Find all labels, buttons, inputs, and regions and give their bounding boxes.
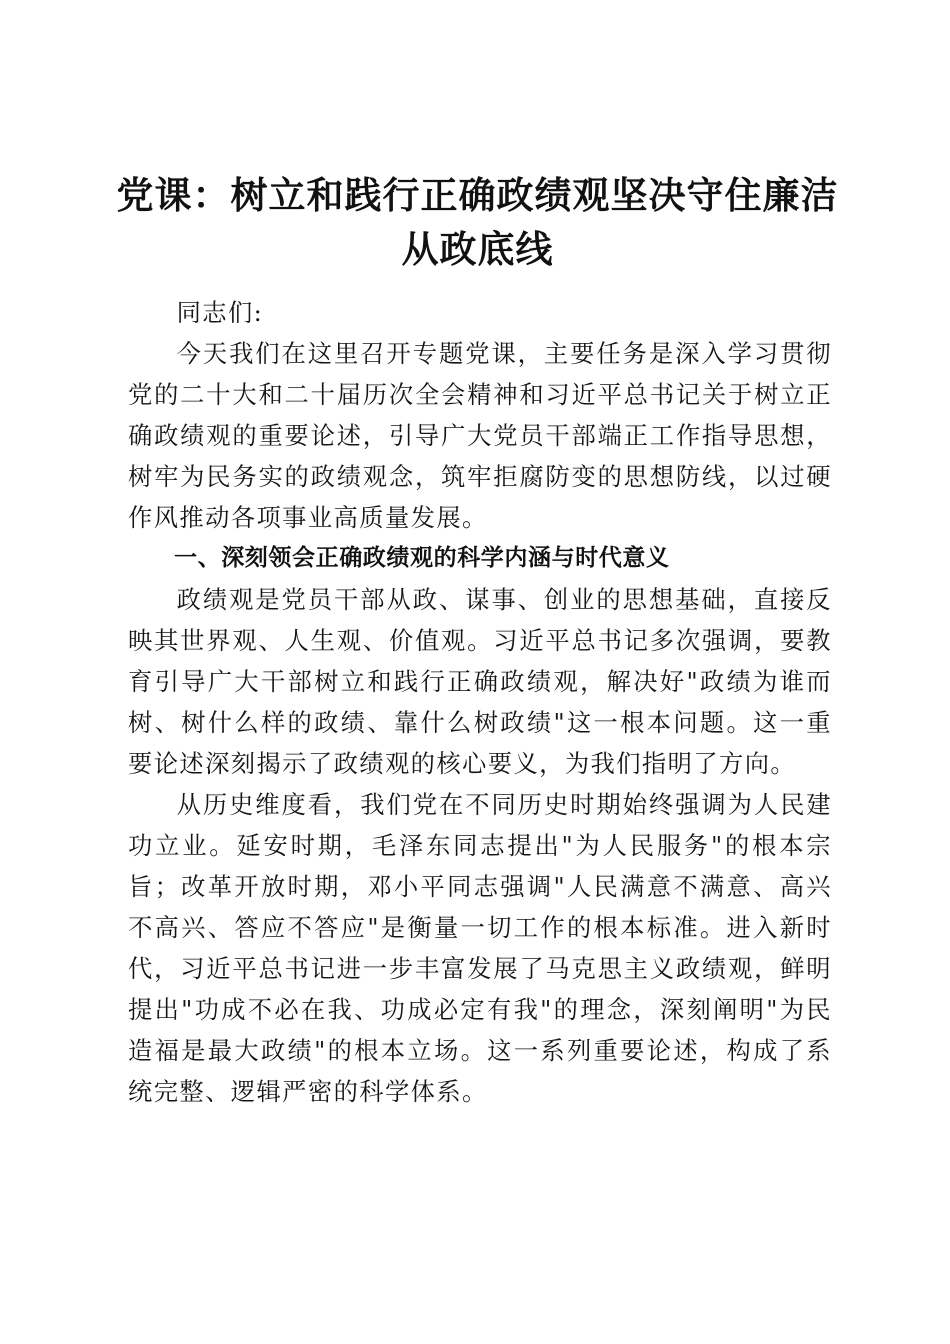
intro-paragraph: 今天我们在这里召开专题党课，主要任务是深入学习贯彻党的二十大和二十届历次全会精神和习近平总书记关于树立正确政绩观的重要论述，引导广大党员干部端正工作指导思想，树牢为民务实的政绩观念，筑牢拒腐防变的思想防线，以过硬作风推动各项事业高质量发展。	[128, 339, 832, 532]
document-title: 党课：树立和践行正确政绩观坚决守住廉洁从政底线	[116, 173, 839, 271]
document-body	[128, 292, 832, 1112]
section-paragraph-2: 从历史维度看，我们党在不同历史时期始终强调为人民建功立业。延安时期，毛泽东同志提出"为人民服务"的根本宗旨；改革开放时期，邓小平同志强调"人民满意不满意、高兴不高兴、答应不答应"是衡量一切工作的根本标准。进入新时代，习近平总书记进一步丰富发展了马克思主义政绩观，鲜明提出"功成不必在我、功成必定有我"的理念，深刻阐明"为民造福是最大政绩"的根本立场。这一系列重要论述，构成了系统完整、逻辑严密的科学体系。	[128, 790, 832, 1106]
salutation: 同志们:	[176, 298, 264, 327]
section-paragraph-1: 政绩观是党员干部从政、谋事、创业的思想基础，直接反映其世界观、人生观、价值观。习近平总书记多次强调，要教育引导广大干部树立和践行正确政绩观，解决好"政绩为谁而树、树什么样的政绩、靠什么树政绩"这一根本问题。这一重要论述深刻揭示了政绩观的核心要义，为我们指明了方向。	[128, 585, 832, 778]
section-heading: 一、深刻领会正确政绩观的科学内涵与时代意义	[174, 545, 670, 571]
